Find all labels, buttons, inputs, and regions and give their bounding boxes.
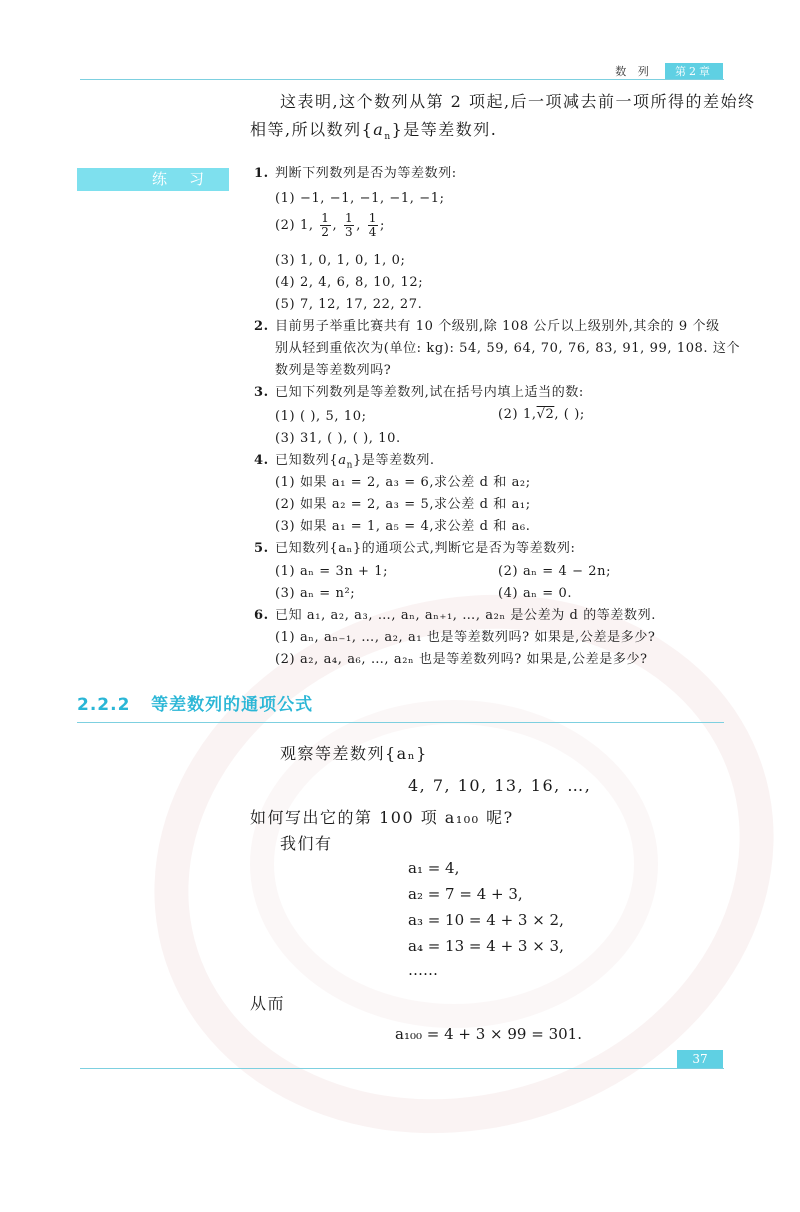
q1-item-2: (2) 1, $\frac{1}{2}$ , $\frac{1}{3}$ , $\frac{1}{4}$ ; xyxy=(275,211,385,239)
q4-text: 已知数列$\{a_n\}$是等差数列. xyxy=(275,453,435,471)
q3-text: 已知下列数列是等差数列,试在括号内填上适当的数: xyxy=(275,385,584,400)
q1-text: 判断下列数列是否为等差数列: xyxy=(275,166,457,181)
running-header-section: 数 列 xyxy=(615,65,653,78)
q6-number: 6. xyxy=(254,608,269,623)
q2-number: 2. xyxy=(254,319,269,334)
section-rule xyxy=(77,722,724,723)
q3-item-1: (1) ( ), 5, 10; xyxy=(275,409,367,424)
q1-item-3: (3) 1, 0, 1, 0, 1, 0; xyxy=(275,253,406,268)
body-sequence: 4, 7, 10, 13, 16, …, xyxy=(408,776,592,795)
q5-item-3: (3) aₙ = n²; xyxy=(275,586,356,601)
equation-line: a₂ = 7 = 4 + 3, xyxy=(408,885,523,903)
q6-text: 已知 a₁, a₂, a₃, …, aₙ, aₙ₊₁, …, a₂ₙ 是公差为 d 的等差数列. xyxy=(275,608,656,623)
q4-item-1: (1) 如果 a₁ = 2, a₃ = 6,求公差 d 和 a₂; xyxy=(275,475,531,490)
intro-line-1: 这表明,这个数列从第 2 项起,后一项减去前一项所得的差始终 xyxy=(280,92,756,111)
equation-line: a₄ = 13 = 4 + 3 × 3, xyxy=(408,937,564,955)
q5-number: 5. xyxy=(254,541,269,556)
q4-item-2: (2) 如果 a₂ = 2, a₃ = 5,求公差 d 和 a₁; xyxy=(275,497,531,512)
q1-item-1: (1) −1, −1, −1, −1, −1; xyxy=(275,191,445,206)
q2-line-3: 数列是等差数列吗? xyxy=(275,363,392,378)
section-heading: 2.2.2 等差数列的通项公式 xyxy=(77,695,314,715)
running-header-chapter: 第2章 xyxy=(665,63,723,80)
body-thus: 从而 xyxy=(250,994,286,1013)
q2-line-1: 目前男子举重比赛共有 10 个级别,除 108 公斤以上级别外,其余的 9 个级 xyxy=(275,319,720,334)
equation-line: a₃ = 10 = 4 + 3 × 2, xyxy=(408,911,564,929)
page-number: 37 xyxy=(677,1050,723,1068)
equation-ellipsis: …… xyxy=(408,961,438,979)
q6-item-1: (1) aₙ, aₙ₋₁, …, a₂, a₁ 也是等差数列吗? 如果是,公差是多少? xyxy=(275,630,656,645)
q3-item-2: (2) 1,√2, ( ); xyxy=(498,407,585,422)
body-we-have: 我们有 xyxy=(280,834,333,853)
body-result: a₁₀₀ = 4 + 3 × 99 = 301. xyxy=(395,1025,582,1043)
body-observe: 观察等差数列{aₙ} xyxy=(280,744,428,763)
fraction: $\frac{1}{3}$ xyxy=(345,211,354,239)
q1-number: 1. xyxy=(254,166,269,181)
q2-line-2: 别从轻到重依次为(单位: kg): 54, 59, 64, 70, 76, 83, 91, 99, 108. 这个 xyxy=(275,341,741,356)
q3-number: 3. xyxy=(254,385,269,400)
q1-item-5: (5) 7, 12, 17, 22, 27. xyxy=(275,297,423,312)
exercise-label: 练习 xyxy=(77,168,229,191)
q5-item-4: (4) aₙ = 0. xyxy=(498,586,573,601)
q1-item-4: (4) 2, 4, 6, 8, 10, 12; xyxy=(275,275,424,290)
q5-item-1: (1) aₙ = 3n + 1; xyxy=(275,564,389,579)
body-question: 如何写出它的第 100 项 a₁₀₀ 呢? xyxy=(250,808,514,827)
fraction: $\frac{1}{2}$ xyxy=(321,211,330,239)
q4-number: 4. xyxy=(254,453,269,468)
intro-line-2: 相等,所以数列$\{a_n\}$是等差数列. xyxy=(250,120,498,143)
equation-line: a₁ = 4, xyxy=(408,859,460,877)
q3-item-3: (3) 31, ( ), ( ), 10. xyxy=(275,431,401,446)
footer-rule xyxy=(80,1068,724,1069)
header-rule xyxy=(80,79,724,80)
q5-item-2: (2) aₙ = 4 − 2n; xyxy=(498,564,612,579)
q6-item-2: (2) a₂, a₄, a₆, …, a₂ₙ 也是等差数列吗? 如果是,公差是多少? xyxy=(275,652,648,667)
q4-item-3: (3) 如果 a₁ = 1, a₅ = 4,求公差 d 和 a₆. xyxy=(275,519,531,534)
fraction: $\frac{1}{4}$ xyxy=(368,211,377,239)
q5-text: 已知数列{aₙ}的通项公式,判断它是否为等差数列: xyxy=(275,541,576,556)
